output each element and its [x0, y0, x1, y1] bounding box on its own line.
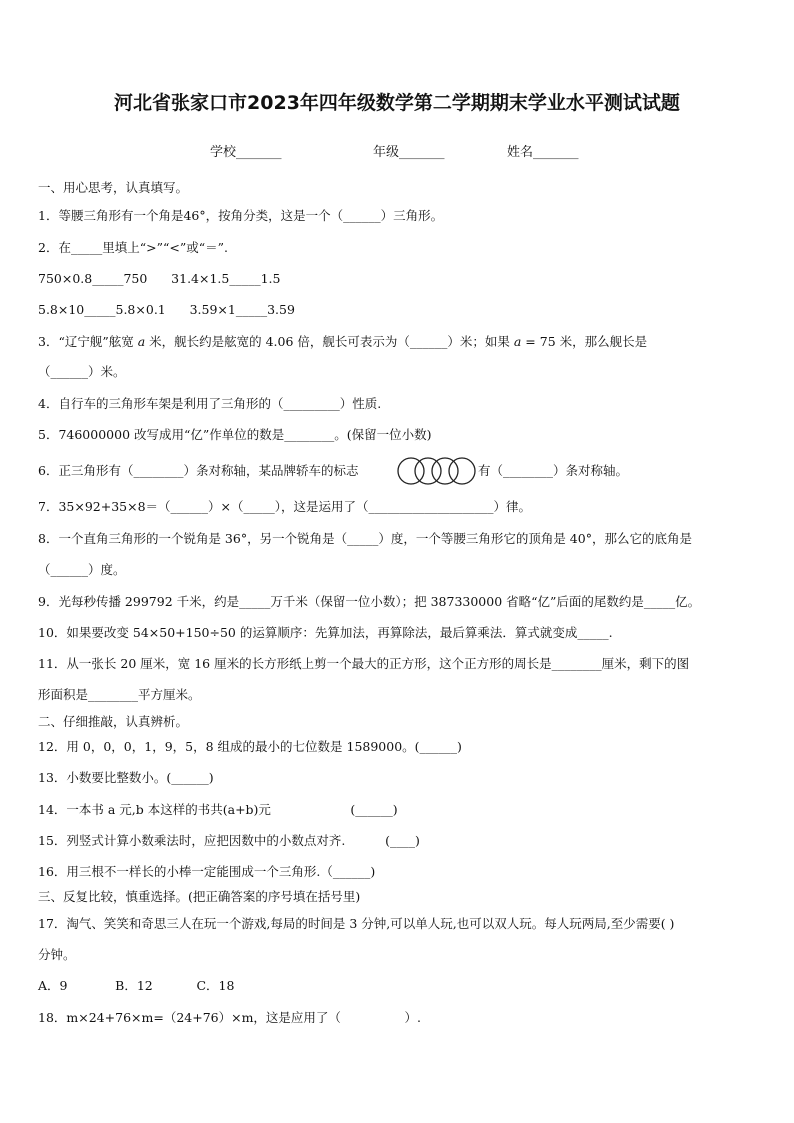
question-11-line-2: 形面积是________平方厘米。 [38, 687, 201, 702]
question-17-line-2: 分钟。 [38, 947, 76, 962]
question-4: 4．自行车的三角形车架是利用了三角形的（_________）性质. [38, 396, 382, 411]
question-2-row-2: 5.8×10_____5.8×0.1 3.59×1_____3.59 [38, 302, 295, 317]
section-3-heading: 三、反复比较，慎重选择。(把正确答案的序号填在括号里) [38, 889, 361, 904]
question-1: 1．等腰三角形有一个角是46°，按角分类，这是一个（______）三角形。 [38, 208, 444, 223]
question-9: 9．光每秒传播 299792 千米，约是_____万千米（保留一位小数）；把 387330000 省略“亿”后面的尾数约是_____亿。 [38, 594, 701, 609]
question-12: 12．用 0，0，0，1，9，5，8 组成的最小的七位数是 1589000。(______) [38, 739, 462, 754]
question-11-line-1: 11．从一张长 20 厘米，宽 16 厘米的长方形纸上剪一个最大的正方形，这个正方形的周长是________厘米，剩下的图 [38, 656, 690, 671]
question-3-line-2: （______）米。 [38, 364, 126, 379]
question-18: 18．m×24+76×m=（24+76）×m，这是应用了（ ）. [38, 1010, 421, 1025]
question-8-line-1: 8．一个直角三角形的一个锐角是 36°，另一个锐角是（_____）度，一个等腰三角形它的顶角是 40°，那么它的底角是 [38, 531, 692, 546]
question-2-row-1: 750×0.8_____750 31.4×1.5_____1.5 [38, 271, 281, 286]
grade-field: 年级_______ [373, 145, 445, 160]
question-7: 7．35×92+35×8＝（______）×（_____），这是运用了（____________________）律。 [38, 499, 532, 514]
question-6-part-2: 有（________）条对称轴。 [478, 463, 629, 478]
page-title: 河北省张家口市2023年四年级数学第二学期期末学业水平测试试题 [114, 92, 680, 114]
section-2-heading: 二、仔细推敲，认真辨析。 [38, 714, 189, 729]
question-17-line-1: 17．淘气、笑笑和奇思三人在玩一个游戏,每局的时间是 3 分钟,可以单人玩,也可以双人玩。每人玩两局,至少需要( ) [38, 916, 675, 931]
name-field: 姓名_______ [507, 145, 579, 160]
question-16: 16．用三根不一样长的小棒一定能围成一个三角形.（______) [38, 864, 376, 879]
question-2: 2．在_____里填上“>”“<”或“＝”. [38, 240, 228, 255]
question-15: 15．列竖式计算小数乘法时，应把因数中的小数点对齐. (____) [38, 833, 420, 848]
question-6-part-1: 6．正三角形有（________）条对称轴，某品牌轿车的标志 [38, 463, 359, 478]
car-logo-four-rings-icon [396, 456, 478, 486]
question-17-options: A．9 B．12 C．18 [38, 978, 235, 993]
question-14: 14．一本书 a 元,b 本这样的书共(a+b)元 (______) [38, 802, 398, 817]
school-field: 学校_______ [210, 145, 282, 160]
question-5: 5．746000000 改写成用“亿”作单位的数是________。(保留一位小数) [38, 427, 432, 442]
question-3-line-1: 3．“辽宁舰”舷宽 𝑎 米，舰长约是舷宽的 4.06 倍，舰长可表示为（______）米；如果 𝑎 = 75 米，那么舰长是 [38, 334, 648, 349]
question-8-line-2: （______）度。 [38, 562, 126, 577]
question-10: 10．如果要改变 54×50+150÷50 的运算顺序：先算加法，再算除法，最后算乘法．算式就变成_____. [38, 625, 613, 640]
question-13: 13．小数要比整数小。(______) [38, 770, 214, 785]
section-1-heading: 一、用心思考，认真填写。 [38, 180, 189, 195]
